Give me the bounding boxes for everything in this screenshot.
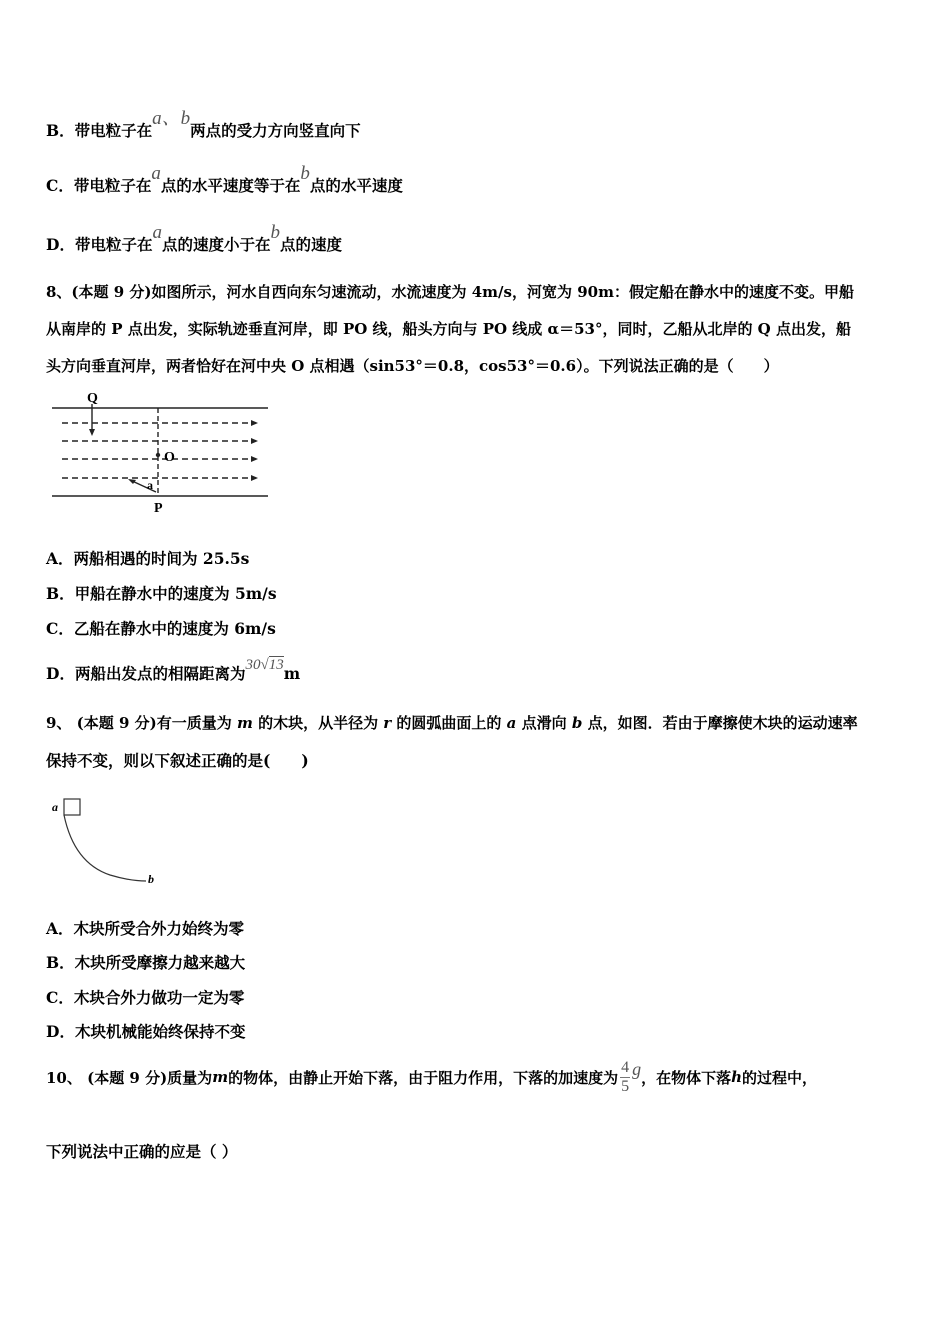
q8-option-d: D．两船出发点的相隔距离为30√13m <box>46 657 301 683</box>
q8-river-figure <box>46 388 272 516</box>
math-var-g: g <box>632 1058 642 1079</box>
arc-surface <box>64 815 146 881</box>
label-p: P <box>154 501 163 516</box>
q7-option-d: D．带电粒子在a点的速度小于在b点的速度 <box>46 222 342 254</box>
q10-stem-line1: 10、 (本题 9 分)质量为 m 的物体，由静止开始下落，由于阻力作用，下落的加速度为 4 5 g ，在物体下落 h 的过程中， <box>46 1058 818 1095</box>
q9-option-a: A．木块所受合外力始终为零 <box>46 919 245 938</box>
q8-option-b: B．甲船在静水中的速度为 5m/s <box>46 584 277 603</box>
label-b: b <box>148 872 154 886</box>
q7-option-c: C．带电粒子在a点的水平速度等于在b点的水平速度 <box>46 163 403 195</box>
fraction-four-fifths: 4 5 <box>621 1058 630 1095</box>
q9-option-b: B．木块所受摩擦力越来越大 <box>46 953 246 972</box>
math-var-b: b <box>300 163 310 184</box>
q8-stem-line2: 从南岸的 P 点出发，实际轨迹垂直河岸，即 PO 线，船头方向与 PO 线成 α＝53°，同时，乙船从北岸的 Q 点出发，船 <box>46 320 851 338</box>
label-a: a <box>52 800 58 814</box>
q8-stem-line3: 头方向垂直河岸，两者恰好在河中央 O 点相遇（sin53°＝0.8，cos53°＝0.6）。下列说法正确的是（ ） <box>46 357 779 375</box>
math-var-a: a <box>152 222 162 243</box>
q9-arc-figure <box>46 793 166 893</box>
math-var-b: b <box>180 108 191 129</box>
q8-stem-line1: 8、(本题 9 分)如图所示，河水自西向东匀速流动，水流速度为 4m/s，河宽为 90m：假定船在静水中的速度不变。甲船 <box>46 283 854 301</box>
label-o: O <box>164 450 175 465</box>
label-alpha: a <box>147 478 153 492</box>
q9-option-d: D．木块机械能始终保持不变 <box>46 1022 246 1041</box>
math-var-a: a <box>152 108 162 129</box>
q9-stem-line2: 保持不变，则以下叙述正确的是( ) <box>46 751 309 770</box>
math-var-b: b <box>270 222 280 243</box>
math-var-a: a <box>151 163 161 184</box>
q9-option-c: C．木块合外力做功一定为零 <box>46 988 245 1007</box>
block <box>64 799 80 815</box>
q7-option-b: B．带电粒子在a、b两点的受力方向竖直向下 <box>46 108 361 140</box>
q8-option-c: C．乙船在静水中的速度为 6m/s <box>46 619 276 638</box>
q10-stem-line2: 下列说法中正确的应是（ ） <box>46 1142 238 1161</box>
radical-expression: 30√13 <box>245 657 284 673</box>
q9-stem-line1: 9、 (本题 9 分)有一质量为 m 的木块，从半径为 r 的圆弧曲面上的 a 点滑向 b 点，如图．若由于摩擦使木块的运动速率 <box>46 714 858 732</box>
label-q: Q <box>87 391 98 406</box>
point-o <box>156 453 160 457</box>
q8-option-a: A．两船相遇的时间为 25.5s <box>46 549 250 568</box>
